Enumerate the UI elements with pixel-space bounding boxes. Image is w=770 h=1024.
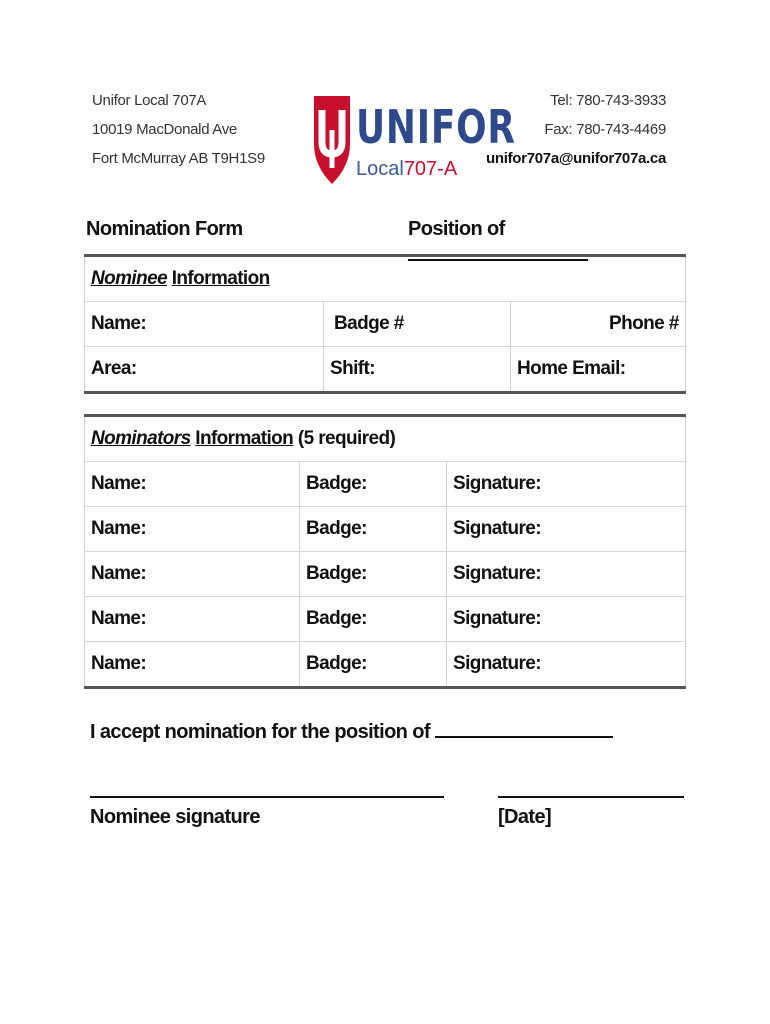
nominator-signature-label: Signature:: [453, 608, 541, 629]
nominator-3-name-cell[interactable]: [85, 552, 300, 597]
nominee-signature-label: Nominee signature: [90, 806, 260, 828]
nominee-badge-cell[interactable]: [324, 302, 511, 347]
nominator-4-badge-cell[interactable]: [300, 597, 447, 642]
nominators-information-table: [84, 414, 686, 689]
nominee-name-label: Name:: [91, 313, 147, 334]
nominee-phone-cell[interactable]: [511, 302, 686, 347]
logo-local-number: 707-A: [403, 158, 458, 180]
accept-text: I accept nomination for the position of: [90, 721, 430, 743]
nominee-signature-line[interactable]: [90, 796, 444, 798]
nominee-email-cell[interactable]: [511, 347, 686, 393]
nominator-name-label: Name:: [91, 473, 147, 494]
address-line: Unifor Local 707A: [92, 92, 207, 109]
nominator-3-signature-cell[interactable]: [447, 552, 686, 597]
nominee-badge-label: Badge #: [334, 313, 404, 334]
email-text: unifor707a@unifor707a.ca: [486, 150, 666, 167]
nominators-section-header: [85, 416, 686, 462]
unifor-shield-icon: [310, 92, 354, 188]
nominator-5-signature-cell[interactable]: [447, 642, 686, 688]
nominator-name-label: Name:: [91, 518, 147, 539]
nominator-5-name-cell[interactable]: [85, 642, 300, 688]
accept-position-blank[interactable]: [435, 718, 613, 738]
accept-statement: [90, 718, 613, 744]
nominators-header-rest: (5 required): [297, 428, 396, 449]
nominator-name-label: Name:: [91, 653, 147, 674]
nominator-badge-label: Badge:: [306, 473, 367, 494]
nominator-badge-label: Badge:: [306, 563, 367, 584]
nominee-phone-label: Phone #: [609, 313, 679, 334]
nominator-3-badge-cell[interactable]: [300, 552, 447, 597]
nominee-header-rest: Information: [171, 268, 270, 289]
address-line: Fort McMurray AB T9H1S9: [92, 150, 265, 167]
nominee-header-italic: Nominee: [91, 268, 168, 289]
nominator-4-name-cell[interactable]: [85, 597, 300, 642]
nominee-email-label: Home Email:: [517, 358, 626, 379]
nominator-4-signature-cell[interactable]: [447, 597, 686, 642]
logo-local-prefix: Local: [356, 158, 404, 180]
nominator-1-name-cell[interactable]: [85, 462, 300, 507]
nominator-signature-label: Signature:: [453, 563, 541, 584]
logo-wordmark: UNIFOR: [356, 100, 516, 154]
date-line[interactable]: [498, 796, 684, 798]
address-line: 10019 MacDonald Ave: [92, 121, 237, 138]
nominee-name-cell[interactable]: [85, 302, 324, 347]
fax-text: Fax: 780-743-4469: [544, 121, 666, 138]
form-title: Nomination Form: [86, 218, 243, 240]
nominators-header-underlined: Information: [195, 428, 294, 449]
nominator-name-label: Name:: [91, 608, 147, 629]
nominator-signature-label: Signature:: [453, 518, 541, 539]
nominee-area-cell[interactable]: [85, 347, 324, 393]
unifor-logo: [310, 92, 516, 188]
nominator-2-name-cell[interactable]: [85, 507, 300, 552]
nominator-badge-label: Badge:: [306, 608, 367, 629]
nominator-signature-label: Signature:: [453, 653, 541, 674]
nominee-shift-label: Shift:: [330, 358, 375, 379]
nominator-5-badge-cell[interactable]: [300, 642, 447, 688]
nominee-section-header: [85, 256, 686, 302]
date-label: [Date]: [498, 806, 552, 828]
address-block: [92, 86, 265, 173]
nominee-information-table: [84, 254, 686, 394]
nominee-area-label: Area:: [91, 358, 137, 379]
tel-text: Tel: 780-743-3933: [550, 92, 666, 109]
position-label: Position of: [408, 218, 505, 240]
nominator-2-badge-cell[interactable]: [300, 507, 447, 552]
nominee-shift-cell[interactable]: [324, 347, 511, 393]
nominator-2-signature-cell[interactable]: [447, 507, 686, 552]
nominator-signature-label: Signature:: [453, 473, 541, 494]
nominator-name-label: Name:: [91, 563, 147, 584]
contact-block: [486, 86, 666, 173]
nominator-1-signature-cell[interactable]: [447, 462, 686, 507]
nominator-badge-label: Badge:: [306, 518, 367, 539]
logo-local: [356, 158, 457, 181]
form-title-row: [86, 218, 686, 248]
nominator-1-badge-cell[interactable]: [300, 462, 447, 507]
nominators-header-italic: Nominators: [91, 428, 191, 449]
nominator-badge-label: Badge:: [306, 653, 367, 674]
